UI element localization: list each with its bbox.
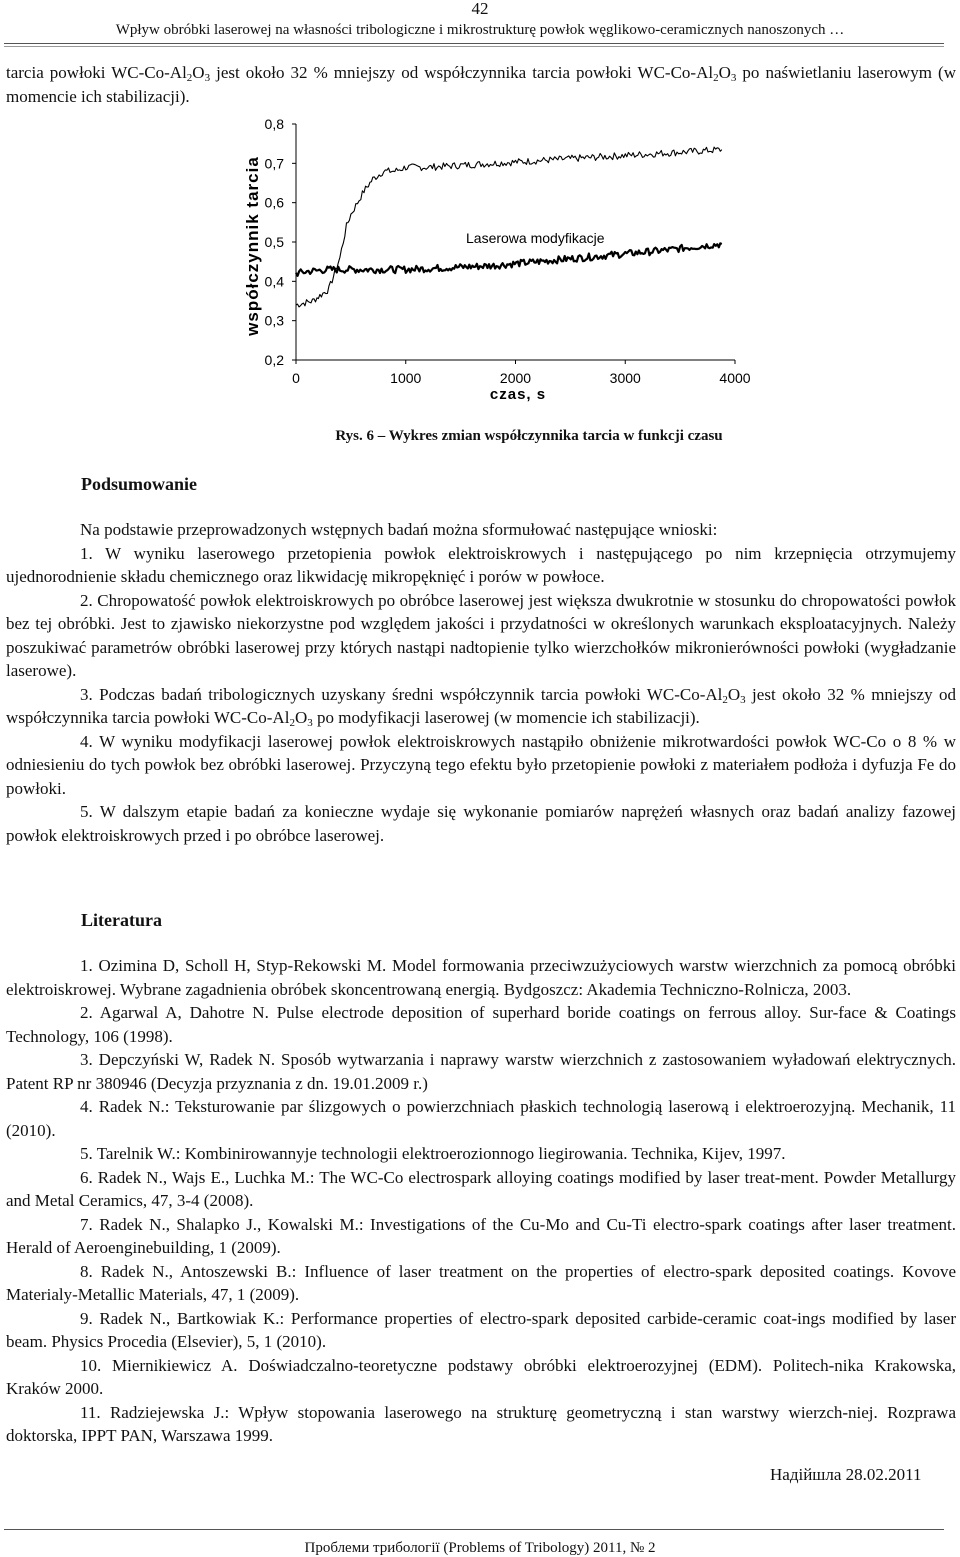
y-tick-label: 0,5 [264,234,284,250]
reference-item: 5. Tarelnik W.: Kombinirowannyje technologii elektroerozionnogo liegirowania. Technika, Kijev, 1997. [80,1144,786,1163]
reference-item: 8. Radek N., Antoszewski B.: Influence of laser treatment on the properties of electro-spark deposited coatings. Kovove Materialy-Metallic Materials, 47, 1 (2009). [6,1261,956,1304]
section-heading-literatura: Literatura [81,910,162,930]
reference-item: 4. Radek N.: Teksturowanie par ślizgowych o powierzchniach płaskich technologią laserową i elektroerozyjną. Mechanik, 11 (2010). [6,1097,956,1140]
x-tick-label: 4000 [719,370,751,386]
figure-caption: Rys. 6 – Wykres zmian współczynnika tarcia w funkcji czasu [335,428,723,444]
y-tick-label: 0,2 [264,352,284,368]
footer-rule [4,1529,944,1530]
references-list [6,954,956,1448]
section-heading-podsumowanie: Podsumowanie [81,474,198,494]
conclusion-4: 4. W wyniku modyfikacji laserowej powłok elektroiskrowych nastąpiło obniżenie mikrotwardości powłok WC-Co o 8 % w odniesieniu do tych powłok bez obróbki laserowej. Przyczyną tego efektu było przetopienie powłoki z materiałem podłoża i dyfuzja Fe do powłoki. [6,731,956,798]
conclusion-2: 2. Chropowatość powłok elektroiskrowych po obróbce laserowej jest większa dwukrotnie w stosunku do chropowatości powłok bez tej obróbki. Jest to zjawisko niekorzystne pod względem jakości i przydatności w określonych warunkach eksploatacyjnych. Należy poszukiwać parametrów obróbki laserowej przy których nastąpi nadtopienie tylko wierzchołków mikronierówności powłoki (wygładzanie laserowe). [6,590,956,680]
y-tick-label: 0,6 [264,194,284,211]
page-number: 42 [471,0,489,18]
friction-chart [230,110,770,410]
x-tick-label: 0 [292,370,300,386]
intro-paragraph: tarcia powłoki $WC-Co-Al_2O_3$ jest około 32 % mniejszy od współczynnika tarcia powłoki $WC-Co-Al_2O_3$ po naświetlaniu laserowym (w momencie ich stabilizacji). [6,63,956,106]
y-tick-label: 0,7 [264,155,284,172]
header-rule-thin [4,46,944,47]
reference-item: 3. Depczyński W, Radek N. Sposób wytwarzania i naprawy warstw wierzchnich z zastosowaniem wyładowań elektrycznych. Patent RP nr 380946 (Decyzja przyznania z dn. 19.01.2009 r.) [6,1050,956,1093]
reference-item: 1. Ozimina D, Scholl H, Styp-Rekowski M. Model formowania przeciwzużyciowych warstw wierzchnich za pomocą obróbki elektroiskrowej. Wybrane zagadnienia obróbek skoncentrowaną energią. Bydgoszcz: Akademia Techniczno-Rolnicza, 2003. [6,956,956,999]
received-date: Надійшла 28.02.2011 [770,1465,922,1484]
series-line-untreated [296,147,722,307]
chart-ylabel: współczynnik tarcia [243,156,262,336]
summary-body [6,518,956,847]
y-tick-label: 0,3 [264,312,284,329]
chart-xlabel: czas, s [489,386,547,403]
journal-footer: Проблеми трибології (Problems of Tribology) 2011, № 2 [304,1540,656,1556]
reference-item: 11. Radziejewska J.: Wpływ stopowania laserowego na strukturę geometryczną i stan warstwy wierzch-niej. Rozprawa doktorska, IPPT PAN, Warszawa 1999. [6,1402,956,1445]
x-tick-label: 1000 [390,370,422,386]
reference-item: 10. Miernikiewicz A. Doświadczalno-teoretyczne podstawy obróbki elektroerozyjnej (EDM). Politech-nika Krakowska, Kraków 2000. [6,1355,956,1398]
chart-series [296,147,722,307]
reference-item: 2. Agarwal A, Dahotre N. Pulse electrode deposition of superhard boride coatings on ferrous alloy. Sur-face & Coatings Technology, 106 (1998). [6,1003,956,1046]
y-tick-label: 0,8 [264,116,284,132]
reference-item: 9. Radek N., Bartkowiak K.: Performance properties of electro-spark deposited carbide-ceramic coat-ings modified by laser beam. Physics Procedia (Elsevier), 5, 1 (2010). [6,1308,956,1351]
conclusion-5: 5. W dalszym etapie badań za konieczne wydaje się wykonanie pomiarów naprężeń własnych oraz badań analizy fazowej powłok elektroiskrowych przed i po obróbce laserowej. [6,802,956,845]
running-title: Wpływ obróbki laserowej na własności tribologiczne i mikrostrukturę powłok węglikowo-ceramicznych nanoszonych … [115,22,845,38]
conclusion-3: 3. Podczas badań tribologicznych uzyskany średni współczynnik tarcia powłoki $WC-Co-Al_2O_3$ jest około 32 % mniejszy od współczynnika tarcia powłoki $WC-Co-Al_2O_3$ po modyfikacji laserowej (w momencie ich stabilizacji). [6,684,956,729]
conclusion-1: 1. W wyniku laserowego przetopienia powłok elektroiskrowych i następującego po nim krzepnięcia otrzymujemy ujednorodnienie składu chemicznego oraz likwidację mikropęknięć i porów w powłoce. [6,543,956,586]
header-rule [4,43,944,44]
chart-annotation: Laserowa modyfikacje [466,230,605,246]
x-tick-label: 2000 [499,370,532,386]
summary-intro: Na podstawie przeprowadzonych wstępnych badań można sformułować następujące wnioski: [80,520,718,539]
reference-item: 6. Radek N., Wajs E., Luchka M.: The WC-Co electrospark alloying coatings modified by laser treat-ment. Powder Metallurgy and Metal Ceramics, 47, 3-4 (2008). [6,1167,956,1210]
reference-item: 7. Radek N., Shalapko J., Kowalski M.: Investigations of the Cu-Mo and Cu-Ti electro-spark coatings after laser treatment. Herald of Aeroenginebuilding, 1 (2009). [6,1214,956,1257]
y-tick-label: 0,4 [264,273,284,290]
series-line-laser-modified [296,243,722,275]
x-tick-label: 3000 [609,370,641,386]
